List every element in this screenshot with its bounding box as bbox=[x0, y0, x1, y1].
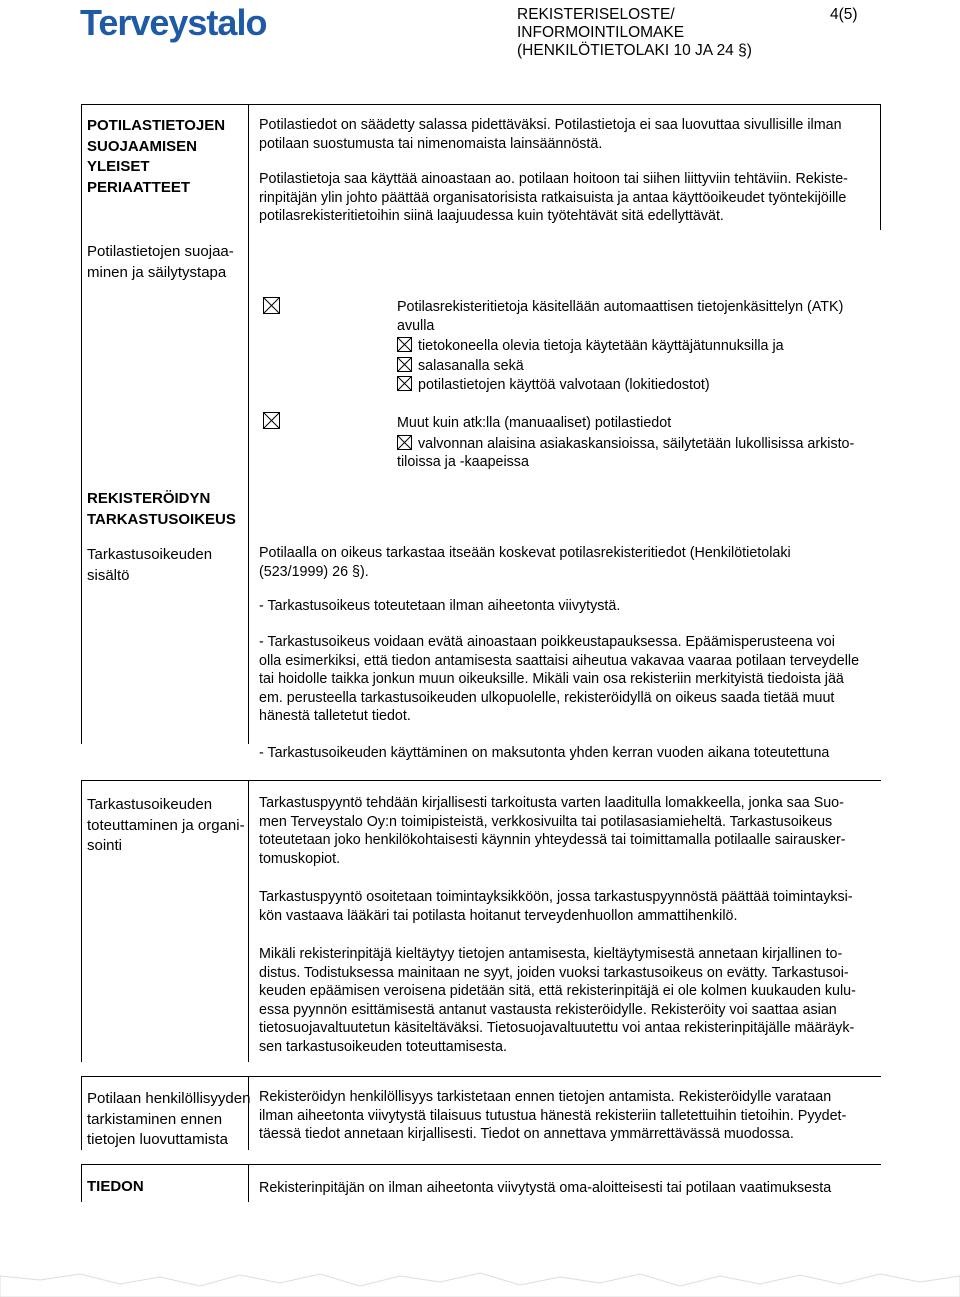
manual-checkbox[interactable] bbox=[263, 412, 280, 432]
manual-block: Muut kuin atk:lla (manuaaliset) potilastiedot valvonnan alaisina asiakaskansioissa, säilytetään lukollisissa arkisto- tiloissa ja -kaapeissa bbox=[397, 414, 877, 472]
viivytys-paragraph: - Tarkastusoikeus toteutetaan ilman aiheetonta viivytystä. bbox=[259, 598, 621, 614]
atk-line: Potilasrekisteritietoja käsitellään automaattisen tietojenkäsittelyn (ATK) bbox=[397, 299, 844, 315]
box-right-line bbox=[880, 104, 881, 230]
box-divider-line bbox=[248, 104, 249, 744]
tiedon-paragraph: Rekisterinpitäjän on ilman aiheetonta viivytystä oma-aloitteisesti tai potilaan vaatimuksesta bbox=[259, 1180, 832, 1196]
checkbox-checked-icon[interactable] bbox=[397, 435, 412, 450]
box-left-line bbox=[81, 104, 82, 744]
suojaustapa-label: Potilastietojen suojaa- minen ja säilytystapa bbox=[87, 243, 234, 281]
manual-line: Muut kuin atk:lla (manuaaliset) potilastiedot bbox=[397, 415, 672, 431]
atk-item: salasanalla sekä bbox=[397, 357, 877, 376]
page-number: 4(5) bbox=[830, 6, 858, 23]
salassapito-paragraph: Potilastiedot on säädetty salassa pidettäväksi. Potilastietoja ei saa luovuttaa sivullisille ilman potilaan suostumusta tai nimenomaista lainsäännöstä. bbox=[259, 117, 842, 152]
henkilollisyys-paragraph: Rekisteröidyn henkilöllisyys tarkistetaan ennen tietojen antamista. Rekisteröidylle varataan ilman aiheetonta viivytystä tilaisuus tutustua hänestä rekisteriin talletettuihin tietoihin. Pyydet- täessä tiedot annetaan kirjallisesti. Tiedot on annettava ymmärrettävässä muodossa. bbox=[259, 1089, 847, 1143]
kaytto-paragraph: Potilastietoja saa käyttää ainoastaan ao. potilaan hoitoon tai siihen liittyviin tehtäviin. Rekiste- rinpitäjän ylin johto päättää organisatorisista ratkaisuista ja antaa käyttöoikeudet työntekijöille potilasrekisteritietoihin siinä laajuudessa kuin työtehtävät sitä edellyttävät. bbox=[259, 171, 848, 225]
torn-edge bbox=[0, 1262, 960, 1297]
evaaminen-paragraph: - Tarkastusoikeus voidaan evätä ainoastaan poikkeustapauksessa. Epäämisperusteena voi olla esimerkiksi, että tiedon antamisesta saattaisi aiheutua vakavaa vaaraa potilaan terveydelle tai hoidolle taikka jonkun muun oikeuksille. Mikäli vain osa rekisteriin merkityistä tiedoista jää em. perusteella tarkastusoikeuden ulkopuolelle, rekisteröidyllä on oikeus saada tietää muut hänestä talletetut tiedot. bbox=[259, 634, 860, 725]
box-top-line bbox=[81, 1164, 881, 1165]
atk-item: potilastietojen käyttöä valvotaan (lokitiedostot) bbox=[397, 376, 877, 395]
title-line: INFORMOINTILOMAKE bbox=[517, 24, 685, 41]
checkbox-checked-icon[interactable] bbox=[397, 337, 412, 352]
box-left-line bbox=[81, 1164, 82, 1202]
section-title-tarkastusoikeus: REKISTERÖIDYN TARKASTUSOIKEUS bbox=[87, 490, 236, 528]
terveystalo-logo: Terveystalo bbox=[80, 2, 267, 43]
box-top-line bbox=[81, 1076, 881, 1077]
checkbox-checked-icon[interactable] bbox=[397, 357, 412, 372]
henkilollisyys-label: Potilaan henkilöllisyyden tarkistaminen ennen tietojen luovuttamista bbox=[87, 1090, 251, 1148]
atk-checkbox[interactable] bbox=[263, 297, 280, 317]
tarkastusoikeus-sisalto-label: Tarkastusoikeuden sisältö bbox=[87, 546, 213, 584]
section-title-tiedon: TIEDON bbox=[87, 1178, 144, 1195]
checkbox-checked-icon[interactable] bbox=[397, 376, 412, 391]
atk-line: avulla bbox=[397, 317, 435, 334]
osoitetaan-paragraph: Tarkastuspyyntö osoitetaan toimintayksikköön, jossa tarkastuspyynnöstä päättää toimintayksi- kön vastaava lääkäri tai potilasta hoitanut terveydenhuollon ammattihenkilö. bbox=[259, 889, 853, 924]
box-left-line bbox=[81, 1076, 82, 1150]
oikeus-paragraph: Potilaalla on oikeus tarkastaa itseään koskevat potilasrekisteritiedot (Henkilötietolaki (523/1999) 26 §). bbox=[259, 545, 791, 580]
box-top-line bbox=[81, 780, 881, 781]
toteuttaminen-label: Tarkastusoikeuden toteuttaminen ja organi- sointi bbox=[87, 796, 245, 854]
title-line: REKISTERISELOSTE/ bbox=[517, 6, 675, 23]
atk-block bbox=[397, 298, 877, 395]
box-divider-line bbox=[248, 780, 249, 1062]
document-title bbox=[517, 6, 752, 60]
box-top-line bbox=[81, 104, 881, 105]
atk-item: tietokoneella olevia tietoja käytetään käyttäjätunnuksilla ja bbox=[397, 337, 877, 356]
maksuton-paragraph: - Tarkastusoikeuden käyttäminen on maksutonta yhden kerran vuoden aikana toteutettuna bbox=[259, 745, 830, 761]
box-divider-line bbox=[248, 1164, 249, 1202]
kieltaytyminen-paragraph: Mikäli rekisterinpitäjä kieltäytyy tietojen antamisesta, kieltäytymisestä annetaan kirjallinen to- distus. Todistuksessa mainitaan ne syyt, joiden vuoksi tarkastusoikeus on evätty. Tarkastusoi- keuden epäämisen veroisena pidetään sitä, että rekisterinpitäjä ei ole kolmen kuukauden kulu- essa pyynnön esittämisestä antanut vastausta rekisteröidylle. Rekisteröity voi saattaa asian tietosuojavaltuutetun käsiteltäväksi. Tietosuojavaltuutettu voi antaa rekisterinpitäjälle määräyk- sen tarkastusoikeuden toteuttamisesta. bbox=[259, 946, 856, 1055]
tarkastuspyynto-paragraph: Tarkastuspyyntö tehdään kirjallisesti tarkoitusta varten laaditulla lomakkeella, jonka saa Suo- men Terveystalo Oy:n toimipisteistä, verkkosivuilta tai potilasasiamieheltä. Tarkastusoikeus toteutetaan joko henkilökohtaisesti käynnin yhteydessä tai toimittamalla potilaalle sairausker- tomuskopiot. bbox=[259, 795, 846, 867]
title-line: (HENKILÖTIETOLAKI 10 JA 24 §) bbox=[517, 42, 752, 59]
box-left-line bbox=[81, 780, 82, 1062]
manual-item: valvonnan alaisina asiakaskansioissa, säilytetään lukollisissa arkisto- bbox=[397, 435, 877, 454]
section-title-suojaaminen: POTILASTIETOJEN SUOJAAMISEN YLEISET PERIAATTEET bbox=[87, 117, 226, 196]
